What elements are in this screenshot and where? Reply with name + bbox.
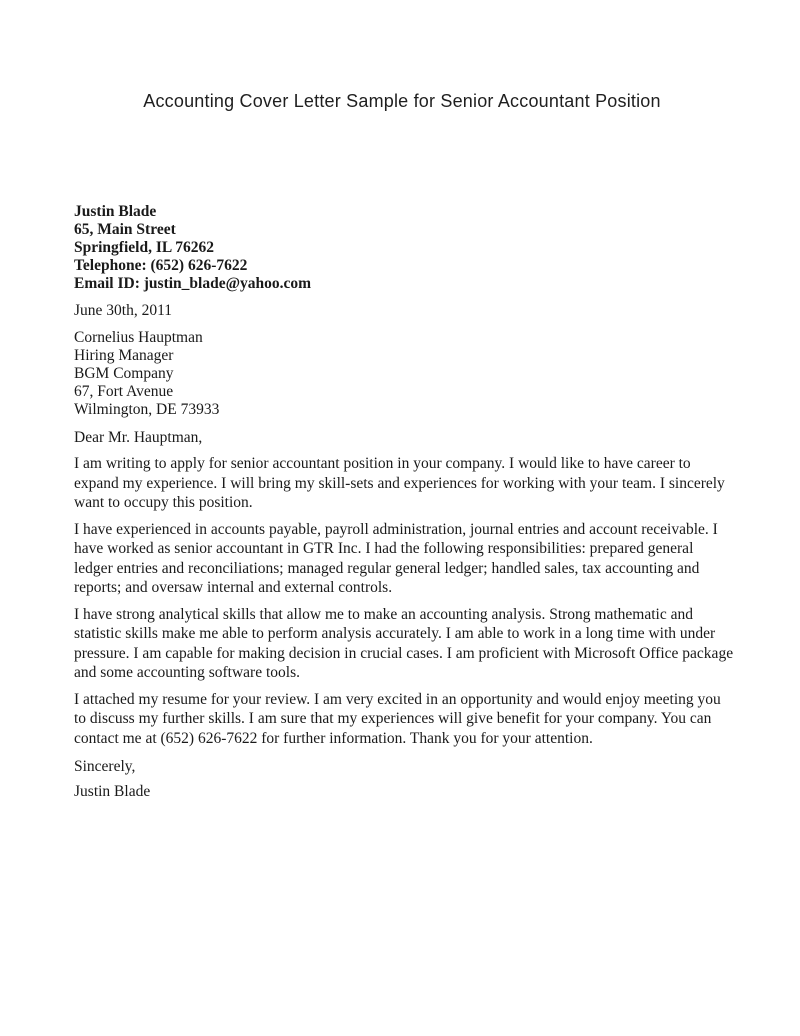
letter-body xyxy=(74,203,734,801)
recipient-job-title: Hiring Manager xyxy=(74,347,174,364)
letter-date: June 30th, 2011 xyxy=(74,302,173,319)
recipient-company: BGM Company xyxy=(74,365,174,382)
document-title: Accounting Cover Letter Sample for Senior Accountant Position xyxy=(143,91,661,111)
body-paragraph-4: I attached my resume for your review. I am very excited in an opportunity and would enjoy meeting you to discuss my further skills. I am sure that my experiences will give benefit for your company. You can contact me at (652) 626-7622 for further information. Thank you for your attention. xyxy=(74,690,721,747)
sender-email: Email ID: justin_blade@yahoo.com xyxy=(74,275,312,292)
sender-city: Springfield, IL 76262 xyxy=(74,239,214,256)
sender-name: Justin Blade xyxy=(74,203,157,220)
signature-name: Justin Blade xyxy=(74,783,151,800)
sender-street: 65, Main Street xyxy=(74,221,176,238)
recipient-city: Wilmington, DE 73933 xyxy=(74,401,220,418)
sender-address-block xyxy=(74,203,734,293)
closing: Sincerely, xyxy=(74,758,136,775)
recipient-address-block xyxy=(74,329,734,419)
body-paragraph-1: I am writing to apply for senior accountant position in your company. I would like to have career to expand my experience. I will bring my skill-sets and experiences for working with your team. I sincerely want to occupy this position. xyxy=(74,455,725,511)
recipient-name: Cornelius Hauptman xyxy=(74,329,203,346)
body-paragraph-3: I have strong analytical skills that allow me to make an accounting analysis. Strong mathematic and statistic skills make me able to perform analysis accurately. I am able to work in a long time with under pressure. I am capable for making decision in crucial cases. I am proficient with Microsoft Office package and some accounting software tools. xyxy=(74,605,734,681)
sender-telephone: Telephone: (652) 626-7622 xyxy=(74,257,248,274)
recipient-street: 67, Fort Avenue xyxy=(74,383,174,400)
body-paragraph-2: I have experienced in accounts payable, payroll administration, journal entries and account receivable. I have worked as senior accountant in GTR Inc. I had the following responsibilities: prepared general ledger entries and reconciliations; managed regular general ledger; handled sales, tax accounting and reports; and oversaw internal and external controls. xyxy=(74,520,718,596)
salutation: Dear Mr. Hauptman, xyxy=(74,429,203,446)
